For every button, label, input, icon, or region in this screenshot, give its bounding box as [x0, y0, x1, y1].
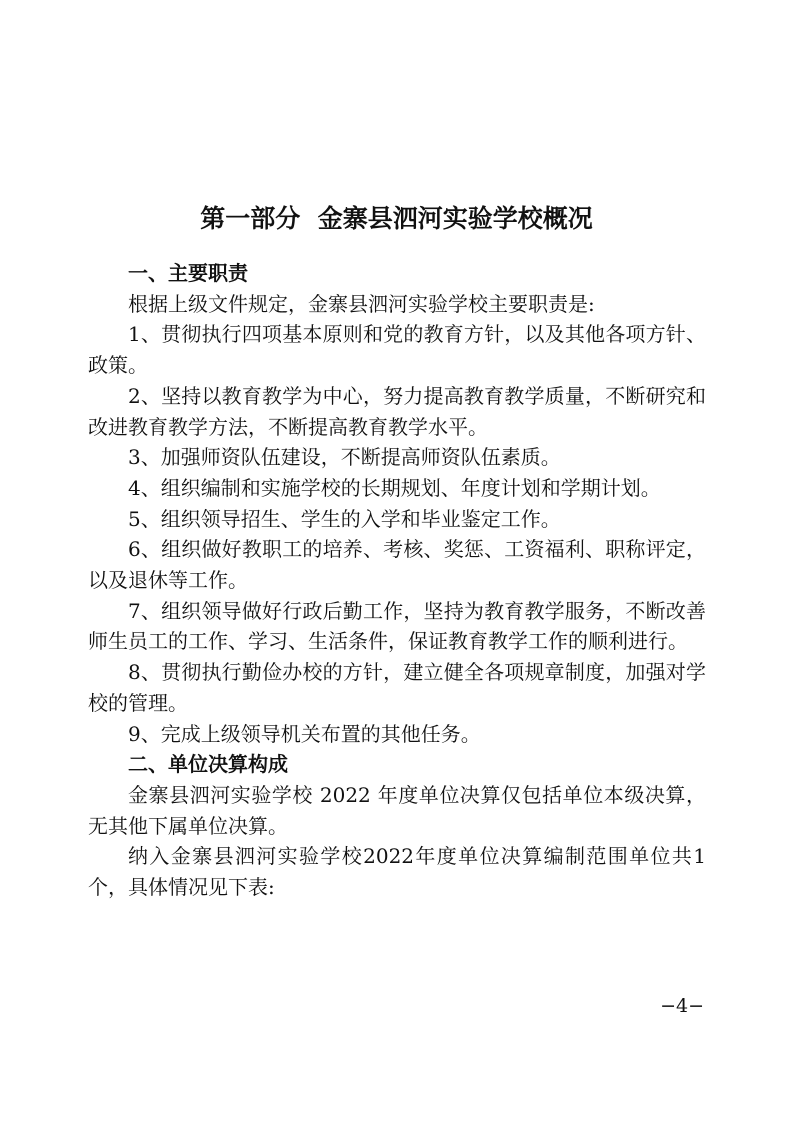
- section-heading-budget-composition: 二、单位决算构成: [128, 752, 288, 777]
- page-title: 第一部分 金寨县泗河实验学校概况: [200, 204, 593, 233]
- page-number: −4−: [660, 995, 704, 1017]
- budget-paragraph-2: 纳入金寨县泗河实验学校2022年度单位决算编制范围单位共1个，具体情况见下表:: [88, 844, 706, 900]
- duty-item-5: 5、组织领导招生、学生的入学和毕业鉴定工作。: [128, 506, 561, 531]
- duty-item-8: 8、贯彻执行勤俭办校的方针，建立健全各项规章制度，加强对学校的管理。: [88, 660, 706, 715]
- section-heading-main-duties: 一、主要职责: [128, 261, 248, 285]
- duty-item-1: 1、贯彻执行四项基本原则和党的教育方针，以及其他各项方针、政策。: [88, 322, 706, 378]
- duty-item-9: 9、完成上级领导机关布置的其他任务。: [128, 721, 481, 746]
- duty-item-4: 4、组织编制和实施学校的长期规划、年度计划和学期计划。: [128, 475, 661, 500]
- duty-item-3: 3、加强师资队伍建设，不断提高师资队伍素质。: [128, 445, 561, 470]
- duty-item-7: 7、组织领导做好行政后勤工作，坚持为教育教学服务，不断改善师生员工的工作、学习、生活条件，保证教育教学工作的顺利进行。: [88, 598, 706, 654]
- document-body: [88, 258, 706, 903]
- duty-item-6: 6、组织做好教职工的培养、考核、奖惩、工资福利、职称评定，以及退休等工作。: [88, 537, 706, 593]
- duty-item-2: 2、坚持以教育教学为中心，努力提高教育教学质量，不断研究和改进教育教学方法，不断提高教育教学水平。: [88, 383, 706, 439]
- section-intro: 根据上级文件规定，金寨县泗河实验学校主要职责是:: [128, 291, 595, 316]
- budget-paragraph-1: 金寨县泗河实验学校 2022 年度单位决算仅包括单位本级决算，无其他下属单位决算。: [88, 782, 706, 838]
